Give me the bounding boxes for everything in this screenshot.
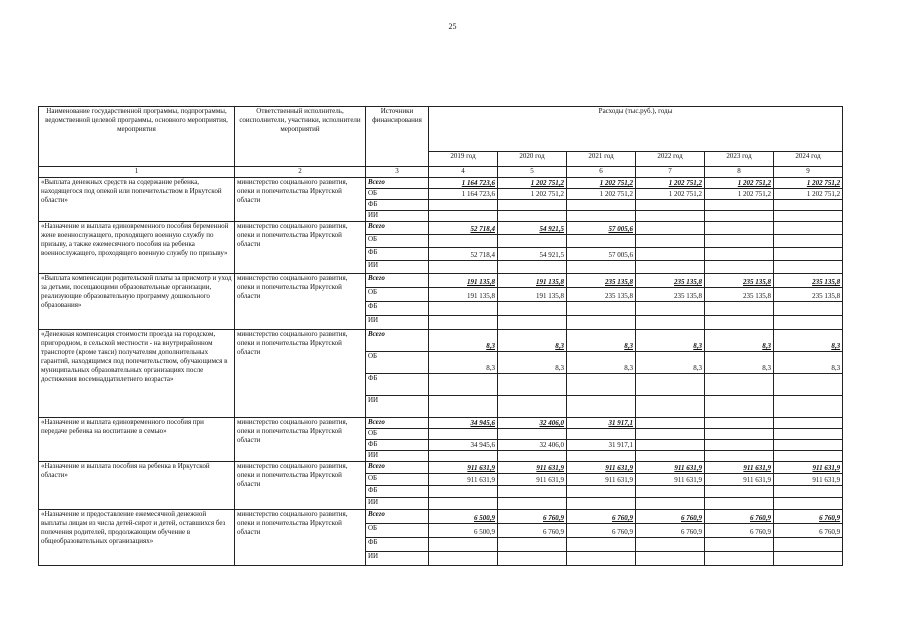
expense-value: 235 135,8 <box>774 274 843 288</box>
column-number: 5 <box>498 167 567 178</box>
funding-source: ФБ <box>366 440 429 451</box>
header-year: 2024 год <box>774 152 843 167</box>
program-executor: министерство социального развития, опеки и попечительства Иркутской области <box>235 462 366 510</box>
expense-value <box>774 248 843 261</box>
expense-value: 1 202 751,2 <box>498 189 567 200</box>
expense-value <box>705 374 774 396</box>
expense-value: 6 760,9 <box>498 524 567 538</box>
funding-source: ОБ <box>366 235 429 248</box>
expense-value <box>429 429 498 440</box>
expense-value: 191 135,8 <box>429 274 498 288</box>
expense-value <box>774 302 843 316</box>
funding-source: ИИ <box>366 261 429 274</box>
expense-value: 6 760,9 <box>636 524 705 538</box>
expense-value <box>429 235 498 248</box>
expense-value <box>636 302 705 316</box>
funding-source: Всего <box>366 510 429 524</box>
program-executor: министерство социального развития, опеки и попечительства Иркутской области <box>235 330 366 418</box>
expense-value: 8,3 <box>774 330 843 352</box>
expense-value: 235 135,8 <box>774 288 843 302</box>
expense-value <box>567 302 636 316</box>
expense-value <box>429 498 498 510</box>
header-year: 2022 год <box>636 152 705 167</box>
funding-source: ОБ <box>366 352 429 374</box>
expense-value <box>705 552 774 566</box>
program-name: «Выплата денежных средств на содержание ребенка, находящегося под опекой или попечительством в Иркутской области» <box>39 178 235 222</box>
column-number: 3 <box>366 167 429 178</box>
program-name: «Назначение и выплата пособия на ребенка в Иркутской области» <box>39 462 235 510</box>
expense-value: 8,3 <box>498 352 567 374</box>
expense-value: 6 760,9 <box>567 510 636 524</box>
expense-value <box>498 552 567 566</box>
expense-value: 52 718,4 <box>429 222 498 235</box>
funding-source: Всего <box>366 462 429 474</box>
expense-value: 1 202 751,2 <box>705 189 774 200</box>
expense-value: 6 760,9 <box>636 510 705 524</box>
expense-value: 191 135,8 <box>498 288 567 302</box>
table-row <box>39 178 843 189</box>
expense-value <box>774 538 843 552</box>
expense-value <box>774 429 843 440</box>
program-executor: министерство социального развития, опеки и попечительства Иркутской области <box>235 510 366 566</box>
funding-source: Всего <box>366 222 429 235</box>
expense-value <box>429 552 498 566</box>
budget-table-body <box>39 178 843 566</box>
expense-value <box>705 211 774 222</box>
expense-value: 6 760,9 <box>567 524 636 538</box>
expense-value: 191 135,8 <box>429 288 498 302</box>
expense-value <box>636 486 705 498</box>
expense-value: 8,3 <box>774 352 843 374</box>
expense-value: 6 760,9 <box>498 510 567 524</box>
expense-value: 52 718,4 <box>429 248 498 261</box>
program-name: «Назначение и предоставление ежемесячной денежной выплаты лицам из числа детей-сирот и детей, оставшихся без попечения родителей, продолжающим обучение в общеобразовательных организациях» <box>39 510 235 566</box>
header-year: 2020 год <box>498 152 567 167</box>
expense-value <box>429 302 498 316</box>
expense-value <box>429 200 498 211</box>
expense-value <box>774 552 843 566</box>
expense-value <box>636 451 705 462</box>
expense-value <box>636 418 705 429</box>
expense-value: 191 135,8 <box>498 274 567 288</box>
expense-value <box>705 235 774 248</box>
expense-value <box>498 316 567 330</box>
expense-value: 911 631,9 <box>705 462 774 474</box>
expense-value <box>567 261 636 274</box>
budget-table <box>38 106 843 566</box>
expense-value: 235 135,8 <box>567 288 636 302</box>
expense-value: 6 500,9 <box>429 524 498 538</box>
expense-value <box>636 248 705 261</box>
expense-value: 1 164 723,6 <box>429 189 498 200</box>
expense-value <box>636 261 705 274</box>
expense-value: 235 135,8 <box>705 274 774 288</box>
funding-source: ОБ <box>366 524 429 538</box>
expense-value <box>636 396 705 418</box>
expense-value <box>567 235 636 248</box>
expense-value <box>774 261 843 274</box>
expense-value <box>498 235 567 248</box>
expense-value <box>705 429 774 440</box>
table-row <box>39 462 843 474</box>
expense-value <box>429 261 498 274</box>
column-number: 7 <box>636 167 705 178</box>
expense-value: 8,3 <box>636 352 705 374</box>
table-row <box>39 274 843 288</box>
expense-value: 1 202 751,2 <box>705 178 774 189</box>
header-year: 2019 год <box>429 152 498 167</box>
funding-source: ОБ <box>366 189 429 200</box>
expense-value <box>429 486 498 498</box>
expense-value: 32 406,0 <box>498 418 567 429</box>
expense-value <box>636 235 705 248</box>
expense-value <box>774 211 843 222</box>
funding-source: ИИ <box>366 396 429 418</box>
expense-value <box>774 222 843 235</box>
expense-value <box>636 211 705 222</box>
expense-value: 911 631,9 <box>498 474 567 486</box>
header-year: 2023 год <box>705 152 774 167</box>
expense-value <box>705 440 774 451</box>
program-name: «Выплата компенсации родительской платы за присмотр и уход за детьми, посещающими образовательные организации, реализующие образовательную программу дошкольного образования» <box>39 274 235 330</box>
funding-source: Всего <box>366 330 429 352</box>
expense-value <box>705 486 774 498</box>
expense-value: 32 406,0 <box>498 440 567 451</box>
expense-value <box>636 374 705 396</box>
expense-value <box>774 374 843 396</box>
funding-source: Всего <box>366 418 429 429</box>
program-executor: министерство социального развития, опеки и попечительства Иркутской области <box>235 178 366 222</box>
expense-value: 6 760,9 <box>705 524 774 538</box>
expense-value <box>498 538 567 552</box>
column-number: 6 <box>567 167 636 178</box>
header-expenses: Расходы (тыс.руб.), годы <box>429 107 843 152</box>
expense-value: 911 631,9 <box>636 462 705 474</box>
table-row <box>39 510 843 524</box>
expense-value <box>705 248 774 261</box>
expense-value <box>705 538 774 552</box>
header-executor: Ответственный исполнитель, соисполнители, участники, исполнители мероприятий <box>235 107 366 167</box>
expense-value <box>498 200 567 211</box>
expense-value <box>636 498 705 510</box>
funding-source: ФБ <box>366 248 429 261</box>
funding-source: ФБ <box>366 302 429 316</box>
expense-value <box>498 211 567 222</box>
expense-value: 8,3 <box>567 330 636 352</box>
expense-value <box>705 451 774 462</box>
funding-source: Всего <box>366 178 429 189</box>
expense-value <box>705 222 774 235</box>
funding-source: ФБ <box>366 538 429 552</box>
expense-value: 235 135,8 <box>636 274 705 288</box>
expense-value: 1 202 751,2 <box>498 178 567 189</box>
expense-value: 54 921,5 <box>498 222 567 235</box>
expense-value: 8,3 <box>636 330 705 352</box>
expense-value <box>636 440 705 451</box>
expense-value <box>774 235 843 248</box>
funding-source: ФБ <box>366 374 429 396</box>
expense-value: 911 631,9 <box>774 474 843 486</box>
funding-source: ФБ <box>366 200 429 211</box>
expense-value <box>498 396 567 418</box>
expense-value <box>636 200 705 211</box>
expense-value <box>705 261 774 274</box>
expense-value: 235 135,8 <box>567 274 636 288</box>
expense-value: 6 760,9 <box>774 524 843 538</box>
expense-value <box>498 486 567 498</box>
expense-value <box>774 440 843 451</box>
funding-source: ИИ <box>366 316 429 330</box>
expense-value <box>774 316 843 330</box>
expense-value: 31 917,1 <box>567 418 636 429</box>
funding-source: ИИ <box>366 552 429 566</box>
expense-value <box>567 498 636 510</box>
expense-value <box>567 316 636 330</box>
expense-value <box>567 396 636 418</box>
expense-value <box>567 486 636 498</box>
expense-value <box>774 396 843 418</box>
expense-value: 1 202 751,2 <box>636 178 705 189</box>
expense-value <box>705 418 774 429</box>
expense-value: 8,3 <box>429 352 498 374</box>
expense-value <box>567 552 636 566</box>
expense-value <box>636 316 705 330</box>
expense-value <box>498 302 567 316</box>
expense-value: 6 760,9 <box>705 510 774 524</box>
program-name: «Денежная компенсация стоимости проезда на городском, пригородном, в сельской местности - на внутрирайонном транспорте (кроме такси) получателям дополнительных гарантий, находящимся под попечительством, обучающимся в муниципальных образовательных организациях после достижения восемнадцатилетнего возраста» <box>39 330 235 418</box>
expense-value: 34 945,6 <box>429 440 498 451</box>
expense-value: 911 631,9 <box>567 474 636 486</box>
expense-value <box>429 374 498 396</box>
funding-source: ИИ <box>366 498 429 510</box>
funding-source: ИИ <box>366 451 429 462</box>
table-row <box>39 330 843 352</box>
funding-source: ОБ <box>366 474 429 486</box>
program-name: «Назначение и выплата единовременного пособия при передаче ребенка на воспитание в семью» <box>39 418 235 462</box>
expense-value <box>636 429 705 440</box>
expense-value <box>567 451 636 462</box>
expense-value <box>498 374 567 396</box>
funding-source: ФБ <box>366 486 429 498</box>
expense-value: 8,3 <box>429 330 498 352</box>
column-number: 1 <box>39 167 235 178</box>
expense-value <box>429 211 498 222</box>
expense-value: 31 917,1 <box>567 440 636 451</box>
expense-value: 1 202 751,2 <box>567 178 636 189</box>
expense-value: 57 005,6 <box>567 222 636 235</box>
expense-value: 911 631,9 <box>636 474 705 486</box>
column-number: 9 <box>774 167 843 178</box>
expense-value: 911 631,9 <box>705 474 774 486</box>
expense-value <box>774 486 843 498</box>
expense-value: 57 005,6 <box>567 248 636 261</box>
expense-value: 8,3 <box>705 330 774 352</box>
expense-value <box>567 374 636 396</box>
expense-value: 911 631,9 <box>429 474 498 486</box>
header-year: 2021 год <box>567 152 636 167</box>
expense-value: 8,3 <box>567 352 636 374</box>
expense-value: 6 760,9 <box>774 510 843 524</box>
expense-value <box>774 498 843 510</box>
expense-value: 6 500,9 <box>429 510 498 524</box>
expense-value <box>705 200 774 211</box>
header-program-name: Наименование государственной программы, подпрограммы, ведомственной целевой программы, основного мероприятия, мероприятия <box>39 107 235 167</box>
program-name: «Назначение и выплата единовременного пособия беременной жене военнослужащего, проходящего военную службу по призыву, а также ежемесячного пособия на ребенка военнослужащего, проходящего военную службу по призыву» <box>39 222 235 274</box>
expense-value: 1 202 751,2 <box>567 189 636 200</box>
funding-source: ОБ <box>366 288 429 302</box>
program-executor: министерство социального развития, опеки и попечительства Иркутской области <box>235 274 366 330</box>
expense-value <box>774 418 843 429</box>
expense-value: 54 921,5 <box>498 248 567 261</box>
expense-value: 911 631,9 <box>498 462 567 474</box>
expense-value <box>774 451 843 462</box>
expense-value <box>636 222 705 235</box>
expense-value <box>429 451 498 462</box>
expense-value <box>498 261 567 274</box>
expense-value <box>567 211 636 222</box>
expense-value <box>774 200 843 211</box>
expense-value: 1 202 751,2 <box>774 178 843 189</box>
expense-value: 911 631,9 <box>429 462 498 474</box>
expense-value <box>498 429 567 440</box>
table-row <box>39 418 843 429</box>
column-number: 4 <box>429 167 498 178</box>
expense-value: 235 135,8 <box>636 288 705 302</box>
expense-value <box>705 302 774 316</box>
expense-value <box>429 396 498 418</box>
header-funding-source: Источники финансирования <box>366 107 429 167</box>
program-executor: министерство социального развития, опеки и попечительства Иркутской области <box>235 418 366 462</box>
expense-value <box>705 396 774 418</box>
funding-source: Всего <box>366 274 429 288</box>
expense-value: 911 631,9 <box>774 462 843 474</box>
expense-value <box>705 498 774 510</box>
column-number: 2 <box>235 167 366 178</box>
expense-value <box>429 538 498 552</box>
page-number: 25 <box>448 22 457 31</box>
expense-value <box>567 429 636 440</box>
column-number: 8 <box>705 167 774 178</box>
expense-value <box>636 552 705 566</box>
expense-value: 8,3 <box>498 330 567 352</box>
expense-value: 8,3 <box>705 352 774 374</box>
expense-value <box>498 498 567 510</box>
table-row <box>39 222 843 235</box>
funding-source: ОБ <box>366 429 429 440</box>
expense-value: 34 945,6 <box>429 418 498 429</box>
expense-value <box>567 538 636 552</box>
expense-value: 911 631,9 <box>567 462 636 474</box>
expense-value <box>498 451 567 462</box>
funding-source: ИИ <box>366 211 429 222</box>
expense-value <box>567 200 636 211</box>
expense-value: 1 164 723,6 <box>429 178 498 189</box>
expense-value <box>429 316 498 330</box>
expense-value: 1 202 751,2 <box>774 189 843 200</box>
expense-value <box>636 538 705 552</box>
expense-value: 235 135,8 <box>705 288 774 302</box>
expense-value: 1 202 751,2 <box>636 189 705 200</box>
expense-value <box>705 316 774 330</box>
program-executor: министерство социального развития, опеки и попечительства Иркутской области <box>235 222 366 274</box>
